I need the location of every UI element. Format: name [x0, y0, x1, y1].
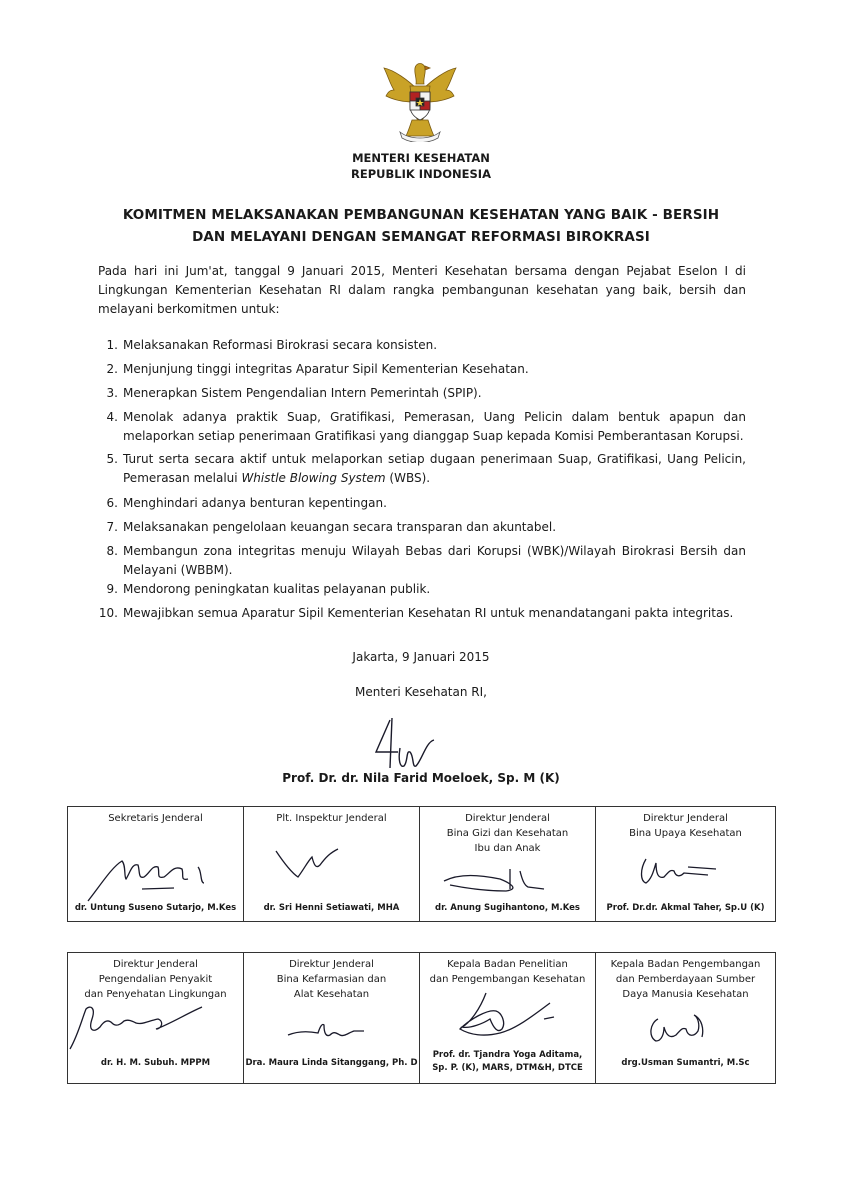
role-line: dan Penyehatan Lingkungan — [84, 989, 227, 1000]
role-line: Plt. Inspektur Jenderal — [276, 813, 387, 824]
signatory-name — [68, 1057, 243, 1070]
name-line: dr. Sri Henni Setiawati, MHA — [263, 903, 400, 913]
role-line: Direktur Jenderal — [465, 813, 550, 824]
signature — [636, 851, 746, 891]
ministry-header — [0, 150, 842, 182]
list-item-number: 2. — [106, 362, 118, 376]
list-item-text: Menolak adanya praktik Suap, Gratifikasi, Pemerasan, Uang Pelicin dalam bentuk apapun dan melaporkan setiap penerimaan Gratifikasi yang dianggap Suap kepada Komisi Pemberantasan Korupsi. — [123, 410, 746, 443]
signature — [646, 1009, 736, 1049]
list-item-text: Melaksanakan Reformasi Birokrasi secara konsisten. — [123, 338, 438, 352]
title-line-2: DAN MELAYANI DENGAN SEMANGAT REFORMASI BIROKRASI — [192, 229, 650, 245]
table-spacer-row — [68, 922, 776, 953]
list-item-number: 8. — [106, 544, 118, 558]
list-item-number: 10. — [98, 606, 118, 620]
minister-title: Menteri Kesehatan RI, — [355, 685, 487, 699]
role-line: Direktur Jenderal — [643, 813, 728, 824]
list-item-number: 6. — [106, 496, 118, 510]
list-item-text-italic: Whistle Blowing System — [241, 471, 386, 485]
signatory-cell — [68, 953, 244, 1084]
signatory-name — [596, 1057, 775, 1070]
name-line: Dra. Maura Linda Sitanggang, Ph. D — [245, 1058, 418, 1068]
signature — [68, 999, 238, 1051]
signatory-role — [68, 957, 243, 1002]
document-title — [60, 204, 782, 248]
minister-name: Prof. Dr. dr. Nila Farid Moeloek, Sp. M (K) — [282, 771, 560, 785]
signatory-cell — [420, 953, 596, 1084]
signature — [284, 1017, 384, 1047]
list-item-text: Menghindari adanya benturan kepentingan. — [123, 496, 387, 510]
list-item — [98, 518, 746, 537]
list-item-text: Membangun zona integritas menuju Wilayah Bebas dari Korupsi (WBK)/Wilayah Birokrasi Bersih dan Melayani (WBBM). — [123, 544, 746, 577]
signatory-role — [244, 957, 419, 1002]
role-line: Bina Gizi dan Kesehatan — [446, 828, 569, 839]
list-item-text: Melaksanakan pengelolaan keuangan secara transparan dan akuntabel. — [123, 520, 557, 534]
list-item — [98, 604, 746, 623]
list-item — [98, 580, 746, 599]
signatory-role — [420, 811, 595, 856]
list-item — [98, 384, 746, 403]
signatory-name — [420, 1049, 595, 1075]
signature — [82, 843, 232, 903]
list-item-number: 9. — [106, 582, 118, 596]
signature — [440, 989, 580, 1053]
signatory-role — [420, 957, 595, 987]
name-line: dr. Untung Suseno Sutarjo, M.Kes — [74, 903, 237, 913]
list-item-number: 5. — [106, 452, 118, 466]
signatory-cell — [68, 807, 244, 922]
signatory-cell — [596, 953, 776, 1084]
list-item-text: Menerapkan Sistem Pengendalian Intern Pemerintah (SPIP). — [123, 386, 482, 400]
role-line: Kepala Badan Penelitian — [447, 959, 568, 970]
role-line: dan Pemberdayaan Sumber — [615, 974, 756, 985]
list-item — [98, 450, 746, 488]
garuda-emblem-icon — [380, 60, 460, 142]
list-item — [98, 542, 746, 580]
list-item — [98, 360, 746, 379]
signatory-cell — [244, 807, 420, 922]
role-line: Sekretaris Jenderal — [108, 813, 203, 824]
signatory-role — [244, 811, 419, 826]
role-line: Direktur Jenderal — [113, 959, 198, 970]
header-line-1: MENTERI KESEHATAN — [352, 151, 490, 165]
signatory-name — [244, 902, 419, 915]
list-item-number: 7. — [106, 520, 118, 534]
list-item-number: 3. — [106, 386, 118, 400]
list-item-text-part: Turut serta secara aktif untuk melaporkan setiap dugaan penerimaan Suap, Gratifikasi, Uang Pelicin, Pemerasan melalui — [123, 452, 746, 485]
list-item — [98, 408, 746, 446]
role-line: Daya Manusia Kesehatan — [622, 989, 749, 1000]
name-line: Prof. dr. Tjandra Yoga Aditama, — [432, 1050, 583, 1060]
intro-paragraph: Pada hari ini Jum'at, tanggal 9 Januari 2015, Menteri Kesehatan bersama dengan Pejabat Eselon I di Lingkungan Kementerian Kesehatan RI dalam rangka pembangunan kesehatan yang baik, bersih dan melayani berkomitmen untuk: — [98, 264, 746, 316]
name-line: drg.Usman Sumantri, M.Sc — [621, 1058, 750, 1068]
header-line-2: REPUBLIK INDONESIA — [351, 167, 491, 181]
minister-signature — [368, 712, 448, 778]
list-item — [98, 336, 746, 355]
list-item-text: Mewajibkan semua Aparatur Sipil Kementerian Kesehatan RI untuk menandatangani pakta integritas. — [123, 606, 734, 620]
signatory-role — [68, 811, 243, 826]
signature — [440, 865, 580, 897]
role-line: Bina Kefarmasian dan — [276, 974, 387, 985]
table-spacer — [68, 922, 776, 953]
signatory-cell — [420, 807, 596, 922]
role-line: Pengendalian Penyakit — [98, 974, 213, 985]
list-item-number: 4. — [106, 410, 118, 424]
list-item-text-part: (WBS). — [385, 471, 431, 485]
signatory-name — [68, 902, 243, 915]
signatory-name — [244, 1057, 419, 1070]
signatory-role — [596, 957, 775, 1002]
list-item-text: Menjunjung tinggi integritas Aparatur Sipil Kementerian Kesehatan. — [123, 362, 529, 376]
role-line: Bina Upaya Kesehatan — [629, 828, 742, 839]
name-line: Prof. Dr.dr. Akmal Taher, Sp.U (K) — [606, 903, 765, 913]
signatory-role — [596, 811, 775, 841]
signatories-row — [68, 807, 776, 922]
title-line-1: KOMITMEN MELAKSANAKAN PEMBANGUNAN KESEHATAN YANG BAIK - BERSIH — [122, 207, 720, 223]
list-item-text — [123, 450, 746, 488]
name-line: dr. H. M. Subuh. MPPM — [100, 1058, 211, 1068]
role-line: Kepala Badan Pengembangan — [610, 959, 761, 970]
list-item-text: Mendorong peningkatan kualitas pelayanan publik. — [123, 582, 431, 596]
signatories-row — [68, 953, 776, 1084]
place-date: Jakarta, 9 Januari 2015 — [352, 650, 490, 664]
signatory-name — [420, 902, 595, 915]
list-item — [98, 494, 746, 513]
signatory-cell — [596, 807, 776, 922]
signatories-table — [67, 806, 776, 1084]
role-line: Ibu dan Anak — [474, 843, 541, 854]
signatory-name — [596, 902, 775, 915]
name-line: Sp. P. (K), MARS, DTM&H, DTCE — [432, 1063, 583, 1073]
list-item-number: 1. — [106, 338, 118, 352]
role-line: Direktur Jenderal — [289, 959, 374, 970]
name-line: dr. Anung Sugihantono, M.Kes — [435, 903, 580, 913]
role-line: Alat Kesehatan — [293, 989, 370, 1000]
signature — [274, 843, 394, 883]
signatory-cell — [244, 953, 420, 1084]
role-line: dan Pengembangan Kesehatan — [429, 974, 586, 985]
